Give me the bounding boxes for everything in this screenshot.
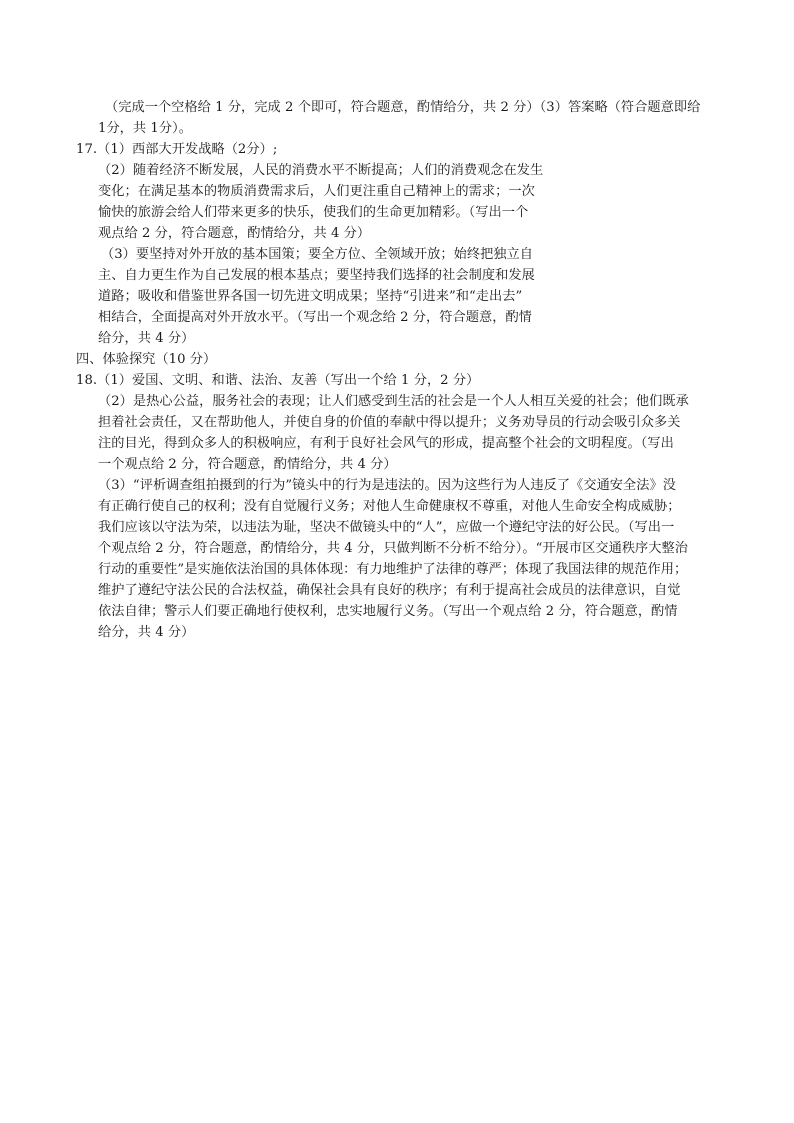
- text-line: 相结合，全面提高对外开放水平。（写出一个观念给 2 分，符合题意，酌情: [98, 310, 532, 325]
- question-18-line: 18.（1）爱国、文明、和谐、法治、友善（写出一个给 1 分，2 分）: [76, 373, 480, 388]
- text-line: （3）要坚持对外开放的基本国策；要全方位、全领域开放；始终把独立自: [101, 247, 534, 262]
- text-line: 依法自律；警示人们要正确地行使权利，忠实地履行义务。（写出一个观点给 2 分，符合题意，酌情: [98, 604, 678, 619]
- section-heading: 四、体验探究（10 分）: [76, 352, 217, 367]
- text-line: 给分，共 4 分）: [98, 331, 195, 346]
- text-line: 道路；吸收和借鉴世界各国一切先进文明成果；坚持“引进来”和“走出去”: [98, 289, 523, 304]
- text-line: （2）随着经济不断发展，人民的消费水平不断提高；人们的消费观念在发生: [98, 163, 544, 178]
- text-line: 行动的重要性”是实施依法治国的具体体现：有力地维护了法律的尊严；体现了我国法律的规范作用；: [98, 562, 688, 577]
- text-line: （2）是热心公益，服务社会的表现；让人们感受到生活的社会是一个人人相互关爱的社会；他们既承: [98, 394, 689, 409]
- text-line: 观点给 2 分，符合题意，酌情给分，共 4 分）: [98, 226, 371, 241]
- text-line: 给分，共 4 分）: [98, 625, 195, 640]
- text-line: 主、自力更生作为自己发展的根本基点；要坚持我们选择的社会制度和发展: [98, 268, 535, 283]
- text-line: 变化；在满足基本的物质消费需求后，人们更注重自己精神上的需求；一次: [98, 184, 535, 199]
- text-line: 愉快的旅游会给人们带来更多的快乐，使我们的生命更加精彩。（写出一个: [98, 205, 529, 220]
- text-line: 我们应该以守法为荣，以违法为耻，坚决不做镜头中的“人”，应做一个遵纪守法的好公民。（写出一: [98, 520, 675, 535]
- text-line: 有正确行使自己的权利；没有自觉履行义务；对他人生命健康权不尊重，对他人生命安全构成威胁；: [98, 499, 681, 514]
- text-line: 担着社会责任，又在帮助他人，并使自身的价值的奉献中得以提升；义务劝导员的行动会吸引众多关: [98, 415, 681, 430]
- text-line: （3）“评析调查组拍摄到的行为”镜头中的行为是违法的。因为这些行为人违反了《交通安全法》没: [98, 478, 676, 493]
- text-line: 注的目光，得到众多人的积极响应，有利于良好社会风气的形成，提高整个社会的文明程度。（写出: [98, 436, 674, 451]
- question-17-line: 17.（1）西部大开发战略（2分）;: [76, 142, 278, 157]
- text-line: （完成一个空格给 1 分，完成 2 个即可，符合题意，酌情给分，共 2 分）（3）答案略（符合题意即给: [105, 100, 701, 115]
- text-line: 个观点给 2 分，符合题意，酌情给分，共 4 分，只做判断不分析不给分）。“开展市区交通秩序大整治: [98, 541, 689, 556]
- text-line: 维护了遵纪守法公民的合法权益，确保社会具有良好的秩序；有利于提高社会成员的法律意识，自觉: [98, 583, 681, 598]
- text-line: 1分，共 1分）。: [98, 121, 192, 136]
- text-line: 一个观点给 2 分，符合题意，酌情给分，共 4 分）: [98, 457, 397, 472]
